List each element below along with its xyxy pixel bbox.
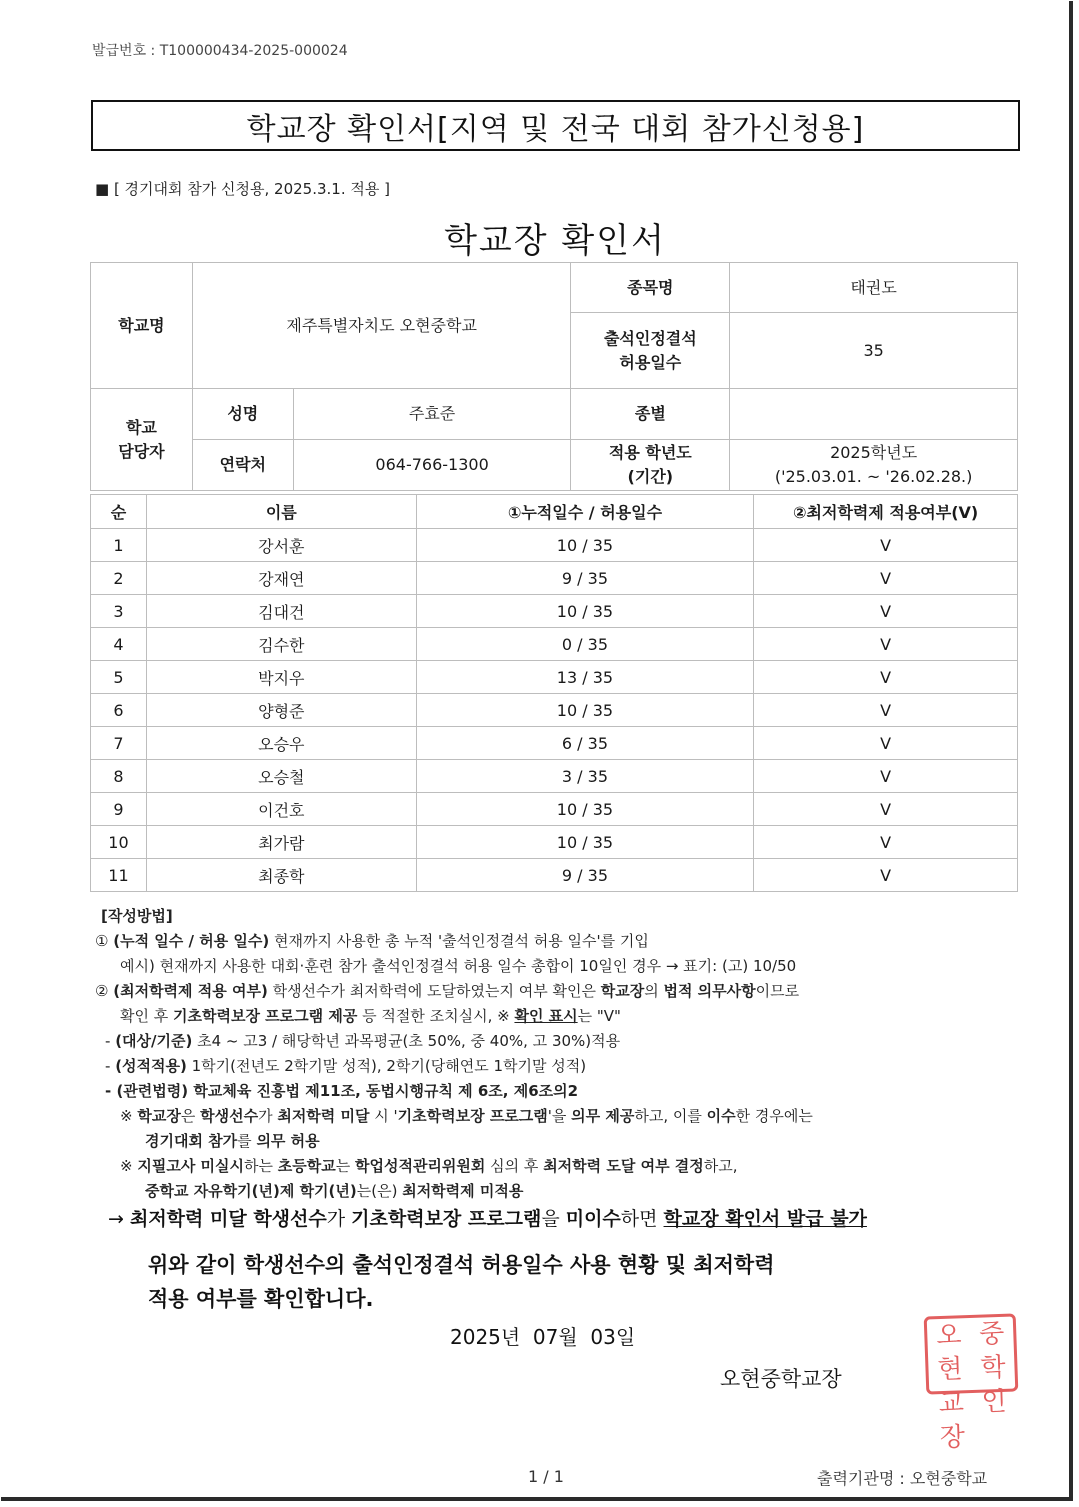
row-no: 6: [91, 694, 147, 727]
method-l5-bold: (대상/기준): [115, 1032, 193, 1050]
method-title: [작성방법]: [101, 907, 173, 925]
row-name: 김수한: [146, 628, 416, 661]
category-label: 종별: [571, 389, 730, 440]
method-num-1: ①: [95, 932, 109, 950]
document-heading: 학교장 확인서: [444, 221, 666, 261]
method-l8-d: 가: [258, 1107, 278, 1125]
conclusion-g: 학교장 확인서 발급 불가: [663, 1208, 867, 1230]
row-name: 이건호: [146, 793, 416, 826]
method-l8-h: '을: [547, 1107, 572, 1125]
official-seal-stamp: [924, 1313, 1019, 1454]
method-line-10: ※ 지필고사 미실시하는 초등학교는 학업성적관리위원회 심의 후 최저학력 도달 여부 결정하고,: [120, 1157, 738, 1175]
conclusion-b: 가: [326, 1208, 352, 1230]
principal-title: 오현중학교장: [720, 1367, 842, 1391]
absence-label-line2: 허용일수: [619, 352, 682, 372]
row-no: 11: [91, 859, 147, 892]
info-table: [90, 262, 1018, 491]
row-name: 박지우: [146, 661, 416, 694]
document-title-box: 학교장 확인서[지역 및 전국 대회 참가신청용]: [91, 100, 1020, 151]
row-name: 최종학: [146, 859, 416, 892]
method-l8-e: 최저학력 미달: [277, 1107, 370, 1125]
method-l10-d: 는: [335, 1157, 355, 1175]
method-l9-c: 의무 허용: [256, 1132, 320, 1150]
header-days: ①누적일수 / 허용일수: [416, 495, 754, 529]
manager-label-line1: 학교: [125, 417, 157, 437]
table-row: [91, 760, 1018, 793]
event-value: 태권도: [730, 263, 1018, 313]
method-l3-bold: (최저학력제 적용 여부): [113, 982, 268, 1000]
method-l8-j: 하고, 이를: [634, 1107, 707, 1125]
method-l8-b: 은: [180, 1107, 201, 1125]
year-label: [571, 440, 730, 491]
method-l9-a: 경기대회 참가: [145, 1132, 238, 1150]
students-header-row: [91, 495, 1018, 529]
conclusion-line: [108, 1204, 867, 1231]
header-name: 이름: [146, 495, 416, 529]
row-days: 10 / 35: [416, 793, 754, 826]
school-value: 제주특별자치도 오현중학교: [192, 263, 571, 389]
row-check: V: [754, 529, 1018, 562]
method-line-1: [95, 929, 813, 954]
method-l1-bold: (누적 일수 / 허용 일수): [113, 932, 270, 950]
row-days: 13 / 35: [416, 661, 754, 694]
method-line-2: 예시) 현재까지 사용한 대회·훈련 참가 출석인정결석 허용 일수 총합이 10일인 경우 → 표기: (고) 10/50: [120, 957, 797, 975]
table-row: [91, 727, 1018, 760]
method-l9-b: 를: [237, 1132, 257, 1150]
method-l8-f: 시 ': [369, 1107, 398, 1125]
method-l4-e: 는 "V": [577, 1007, 621, 1025]
page-number: 1 / 1: [528, 1467, 564, 1486]
row-check: V: [754, 826, 1018, 859]
row-no: 10: [91, 826, 147, 859]
row-name: 최가람: [146, 826, 416, 859]
method-l11-b: 는(은): [356, 1182, 403, 1200]
name-label: 성명: [192, 389, 293, 440]
conclusion-a: 최저학력 미달 학생선수: [129, 1208, 327, 1230]
seal-char: 교장: [938, 1388, 966, 1454]
method-l8-l: 한 경우에는: [735, 1107, 813, 1125]
method-l3-d: 법적 의무사항: [663, 982, 756, 1000]
method-l4-c: 등 적절한 조치실시, ※: [357, 1007, 515, 1025]
issuer-name: 출력기관명 : 오현중학교: [817, 1469, 988, 1488]
absence-label-line1: 출석인정결석: [603, 328, 697, 348]
method-l4-a: 확인 후: [120, 1007, 174, 1025]
method-l3-c: 의: [644, 982, 664, 1000]
row-name: 오승우: [146, 727, 416, 760]
table-row: [91, 562, 1018, 595]
method-l7-bold: (관련법령): [116, 1082, 189, 1100]
row-check: V: [754, 595, 1018, 628]
method-l8-i: 의무 제공: [571, 1107, 635, 1125]
table-row: [91, 694, 1018, 727]
row-no: 9: [91, 793, 147, 826]
row-no: 3: [91, 595, 147, 628]
row-name: 양형준: [146, 694, 416, 727]
school-label: 학교명: [91, 263, 193, 389]
row-days: 10 / 35: [416, 694, 754, 727]
row-no: 4: [91, 628, 147, 661]
method-l6-bold: (성적적용): [115, 1057, 187, 1075]
year-value: [730, 440, 1018, 491]
method-num-2: ②: [95, 982, 109, 1000]
table-row: [91, 859, 1018, 892]
row-check: V: [754, 562, 1018, 595]
students-table: [90, 494, 1018, 892]
contact-label: 연락처: [192, 440, 293, 491]
issue-number: 발급번호 : T100000434-2025-000024: [92, 43, 348, 59]
year-label-line2: (기간): [627, 467, 674, 486]
table-row: [91, 661, 1018, 694]
row-days: 9 / 35: [416, 562, 754, 595]
arrow-icon: →: [108, 1208, 124, 1230]
method-line-11: [95, 1179, 813, 1204]
confirm-line-2: 적용 여부를 확인합니다.: [148, 1287, 374, 1311]
method-line-9: [95, 1129, 813, 1154]
row-check: V: [754, 628, 1018, 661]
contact-value: 064-766-1300: [293, 440, 571, 491]
method-l11-c: 최저학력제 미적용: [402, 1182, 524, 1200]
method-l4-d: 확인 표시: [514, 1007, 578, 1025]
method-l8-c: 학생선수: [200, 1107, 259, 1125]
method-line-4: [95, 1004, 813, 1029]
method-l10-h: 하고,: [703, 1157, 738, 1175]
method-line-8: ※ 학교장은 학생선수가 최저학력 미달 시 '기초학력보장 프로그램'을 의무 제공하고, 이를 이수한 경우에는: [120, 1107, 813, 1125]
method-line-6: - (성적적용) 1학기(전년도 2학기말 성적), 2학기(당해연도 1학기말 성적): [105, 1057, 587, 1075]
row-no: 1: [91, 529, 147, 562]
seal-char: 오현: [935, 1320, 964, 1386]
row-days: 3 / 35: [416, 760, 754, 793]
absence-value: 35: [730, 313, 1018, 389]
method-l10-a: 지필고사 미실시: [137, 1157, 244, 1175]
row-check: V: [754, 793, 1018, 826]
method-l8-g: 기초학력보장 프로그램: [397, 1107, 548, 1125]
method-l10-c: 초등학교: [277, 1157, 336, 1175]
method-line-7: - (관련법령) 학교체육 진흥법 제11조, 동법시행규칙 제 6조, 제6조의2: [105, 1082, 579, 1100]
conclusion-d: 을: [541, 1208, 566, 1230]
seal-char: 중학: [978, 1318, 1007, 1384]
row-name: 김대건: [146, 595, 416, 628]
row-check: V: [754, 661, 1018, 694]
row-no: 2: [91, 562, 147, 595]
absence-label: [571, 313, 730, 389]
header-min-academic: ②최저학력제 적용여부(V): [754, 495, 1018, 529]
row-days: 10 / 35: [416, 595, 754, 628]
confirm-line-1: 위와 같이 학생선수의 출석인정결석 허용일수 사용 현황 및 최저학력: [148, 1253, 775, 1277]
form-tag: ■ [ 경기대회 참가 신청용, 2025.3.1. 적용 ]: [95, 180, 390, 198]
table-row: [91, 595, 1018, 628]
row-no: 5: [91, 661, 147, 694]
row-days: 10 / 35: [416, 529, 754, 562]
method-l10-g: 최저학력 도달 여부 결정: [543, 1157, 704, 1175]
row-check: V: [754, 727, 1018, 760]
row-no: 8: [91, 760, 147, 793]
row-days: 6 / 35: [416, 727, 754, 760]
method-l6-text: 1학기(전년도 2학기말 성적), 2학기(당해연도 1학기말 성적): [186, 1057, 587, 1075]
method-l10-f: 심의 후: [485, 1157, 544, 1175]
writing-method: [95, 904, 813, 1204]
method-l3-e: 이므로: [755, 982, 800, 1000]
method-l5-text: 초4 ~ 고3 / 해당학년 과목평균(초 50%, 중 40%, 고 30%)적용: [192, 1032, 621, 1050]
manager-label: [91, 389, 193, 491]
conclusion-c: 기초학력보장 프로그램: [351, 1208, 542, 1230]
method-line-3: [95, 979, 813, 1004]
row-name: 오승철: [146, 760, 416, 793]
header-no: 순: [91, 495, 147, 529]
table-row: [91, 529, 1018, 562]
method-line-5: - (대상/기준) 초4 ~ 고3 / 해당학년 과목평균(초 50%, 중 40%, 고 30%)적용: [105, 1032, 621, 1050]
row-check: V: [754, 694, 1018, 727]
manager-label-line2: 담당자: [118, 441, 165, 461]
method-l11-a: 중학교 자유학기(년)제 학기(년): [145, 1182, 357, 1200]
method-l10-b: 하는: [244, 1157, 278, 1175]
conclusion-e: 미이수: [565, 1208, 621, 1230]
method-l8-k: 이수: [706, 1107, 736, 1125]
row-no: 7: [91, 727, 147, 760]
issue-date: 2025년 07월 03일: [450, 1325, 636, 1349]
event-label: 종목명: [571, 263, 730, 313]
name-value: 주효준: [293, 389, 571, 440]
method-l10-e: 학업성적관리위원회: [354, 1157, 486, 1175]
table-row: [91, 628, 1018, 661]
year-label-line1: 적용 학년도: [608, 443, 692, 462]
year-value-line2: ('25.03.01. ~ '26.02.28.): [774, 467, 973, 486]
table-row: [91, 793, 1018, 826]
year-value-line1: 2025학년도: [830, 443, 918, 462]
method-l7-text: 학교체육 진흥법 제11조, 동법시행규칙 제 6조, 제6조의2: [188, 1082, 579, 1100]
method-l3-b: 학교장: [600, 982, 645, 1000]
row-check: V: [754, 760, 1018, 793]
seal-char: 인: [981, 1386, 1008, 1418]
table-row: [91, 826, 1018, 859]
method-l1-text: 현재까지 사용한 총 누적 '출석인정결석 허용 일수'를 기입: [269, 932, 649, 950]
method-l4-b: 기초학력보장 프로그램 제공: [173, 1007, 358, 1025]
row-name: 강재연: [146, 562, 416, 595]
row-days: 10 / 35: [416, 826, 754, 859]
method-l8-a: 학교장: [137, 1107, 181, 1125]
row-days: 9 / 35: [416, 859, 754, 892]
row-check: V: [754, 859, 1018, 892]
method-l3-a: 학생선수가 최저학력에 도달하였는지 여부 확인은: [267, 982, 601, 1000]
row-name: 강서훈: [146, 529, 416, 562]
conclusion-f: 하면: [620, 1208, 664, 1230]
confirmation-statement: [148, 1248, 775, 1316]
row-days: 0 / 35: [416, 628, 754, 661]
category-value: [730, 389, 1018, 440]
